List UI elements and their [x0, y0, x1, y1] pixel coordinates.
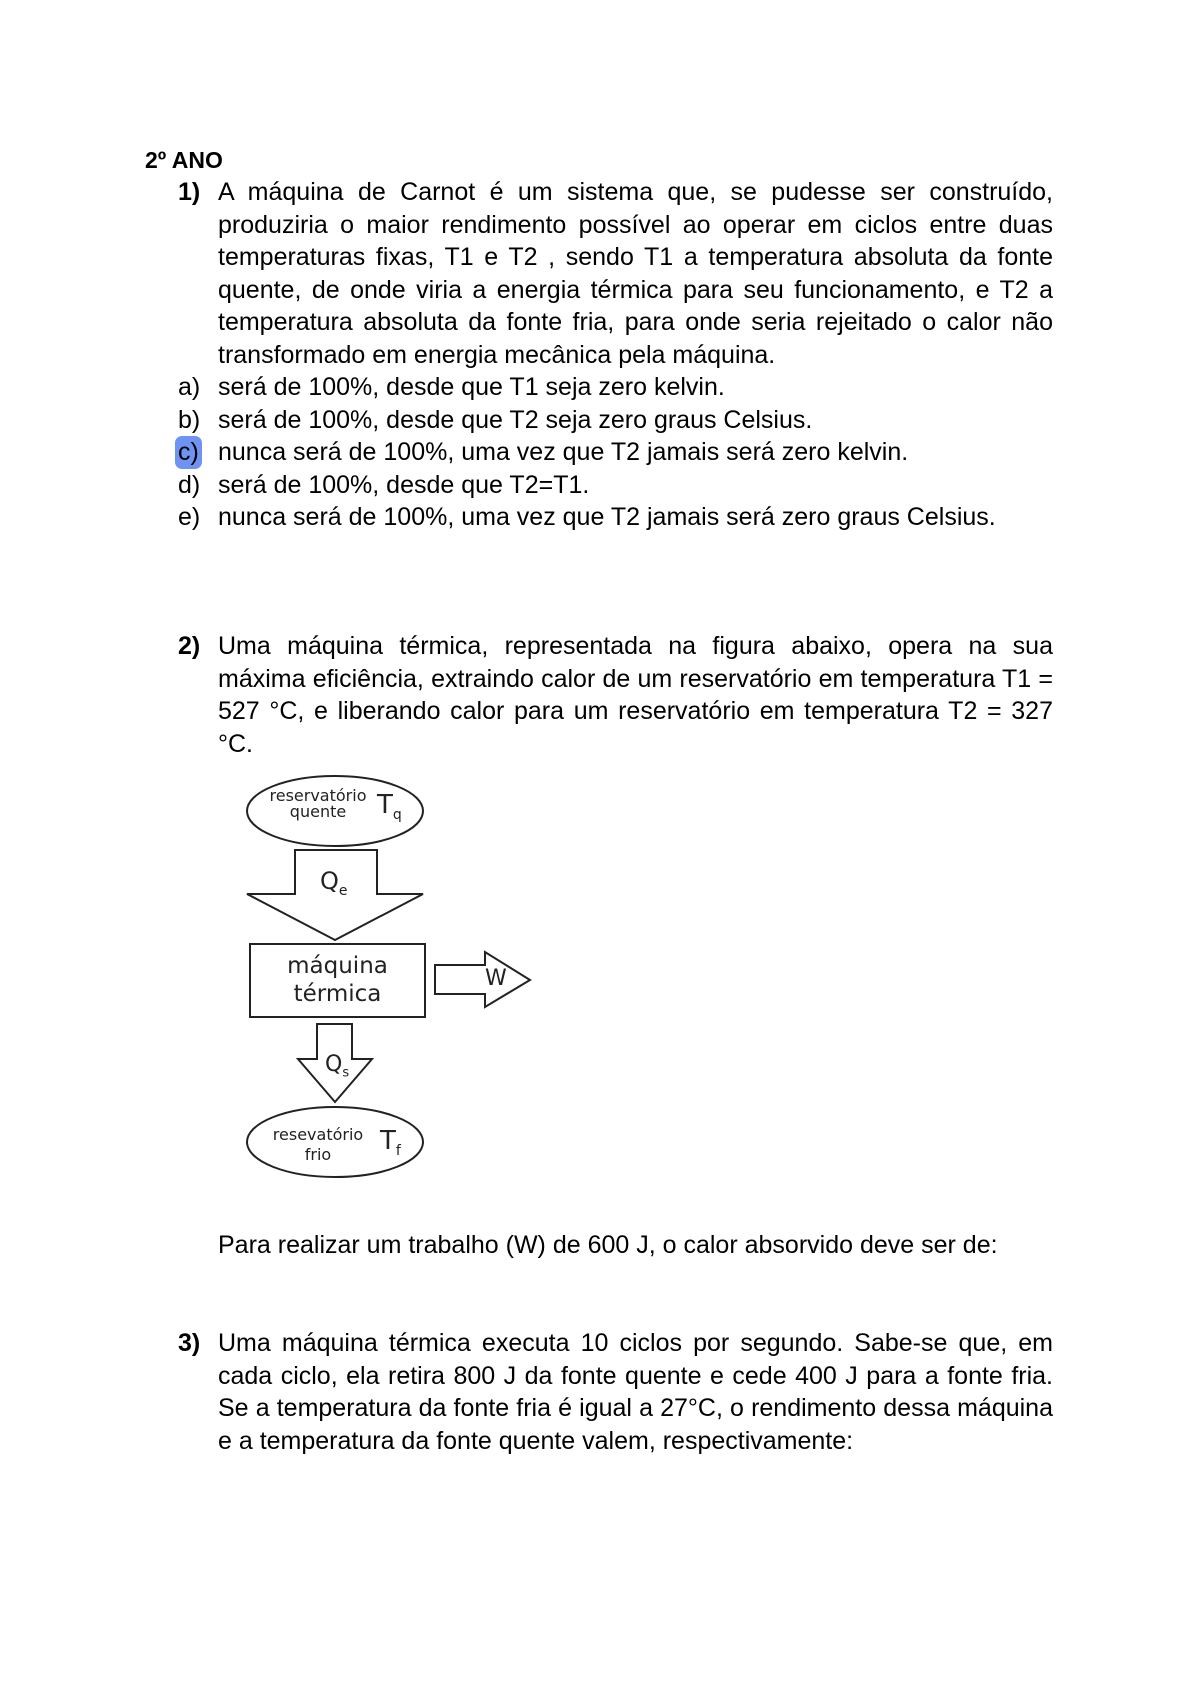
- question-1: [178, 176, 1053, 534]
- option-e-text: nunca será de 100%, uma vez que T2 jamais será zero graus Celsius.: [218, 503, 996, 531]
- option-d-text: será de 100%, desde que T2=T1.: [218, 470, 590, 499]
- option-b-letter: b): [178, 405, 201, 434]
- engine-line2: térmica: [293, 981, 382, 1007]
- question-3: [178, 1327, 1053, 1457]
- heat-out-label: [325, 1054, 349, 1084]
- hot-temperature-symbol: T: [377, 790, 393, 820]
- cold-reservoir-line1: resevatório: [272, 1125, 364, 1144]
- heat-in-subscript: e: [338, 882, 348, 899]
- cold-temperature-symbol: T: [380, 1126, 396, 1156]
- question-2-followup: Para realizar um trabalho (W) de 600 J, o calor absorvido deve ser de:: [218, 1231, 998, 1259]
- grade-heading: 2º ANO: [145, 147, 223, 173]
- cold-reservoir-line2: frio: [304, 1145, 332, 1164]
- option-e-letter: e): [178, 503, 201, 531]
- option-b[interactable]: [178, 404, 1053, 437]
- option-b-text: será de 100%, desde que T2 seja zero graus Celsius.: [218, 405, 813, 434]
- cold-reservoir-temperature: [380, 1128, 401, 1164]
- question-2: [178, 630, 1053, 760]
- heat-in-label: [320, 869, 348, 903]
- option-a-letter: a): [178, 373, 201, 401]
- option-c-text: nunca será de 100%, uma vez que T2 jamais será zero kelvin.: [218, 438, 909, 466]
- question-1-number: 1): [178, 178, 201, 206]
- question-1-statement: [178, 176, 1053, 371]
- option-d-letter: d): [178, 470, 201, 499]
- hot-reservoir-label: [263, 788, 373, 820]
- hot-reservoir-line2: quente: [289, 802, 347, 821]
- question-2-number: 2): [178, 632, 201, 660]
- option-a[interactable]: [178, 371, 1053, 404]
- option-a-text: será de 100%, desde que T1 seja zero kelvin.: [218, 373, 725, 401]
- option-d[interactable]: [178, 469, 1053, 502]
- option-c[interactable]: [178, 436, 1053, 469]
- heat-out-symbol: Q: [325, 1052, 343, 1077]
- cold-reservoir-label: [263, 1125, 373, 1165]
- work-arrow: [435, 952, 530, 1007]
- question-3-text: Uma máquina térmica executa 10 ciclos por segundo. Sabe-se que, em cada ciclo, ela retira 800 J da fonte quente e cede 400 J para a fonte fria. Se a temperatura da fonte fria é igual a 27°C, o rendimento dessa máquina e a temperatura da fonte quente valem, respectivamente:: [218, 1329, 1053, 1455]
- cold-temperature-subscript: f: [395, 1143, 401, 1160]
- question-3-statement: [178, 1327, 1053, 1457]
- hot-temperature-subscript: q: [392, 807, 402, 824]
- heat-out-subscript: s: [342, 1065, 350, 1081]
- question-2-statement: [178, 630, 1053, 760]
- option-c-letter-highlighted: c): [175, 436, 202, 469]
- option-e[interactable]: [178, 501, 1053, 534]
- question-3-number: 3): [178, 1329, 201, 1357]
- hot-reservoir-temperature: [377, 792, 402, 828]
- work-label: W: [485, 966, 507, 991]
- question-2-text: Uma máquina térmica, representada na figura abaixo, opera na sua máxima eficiência, extraindo calor de um reservatório em temperatura T1 = 527 °C, e liberando calor para um reservatório em temperatura T2 = 327 °C.: [218, 632, 1053, 758]
- engine-label: [250, 952, 425, 1008]
- engine-line1: máquina: [287, 953, 388, 979]
- heat-in-symbol: Q: [320, 867, 339, 895]
- hot-reservoir-line1: reservatório: [269, 786, 367, 805]
- heat-engine-diagram: [245, 772, 545, 1192]
- question-1-text: A máquina de Carnot é um sistema que, se pudesse ser construído, produziria o maior rendimento possível ao operar em ciclos entre duas temperaturas fixas, T1 e T2 , sendo T1 a temperatura absoluta da fonte quente, de onde viria a energia térmica para seu funcionamento, e T2 a temperatura absoluta da fonte fria, para onde seria rejeitado o calor não transformado em energia mecânica pela máquina.: [218, 178, 1053, 369]
